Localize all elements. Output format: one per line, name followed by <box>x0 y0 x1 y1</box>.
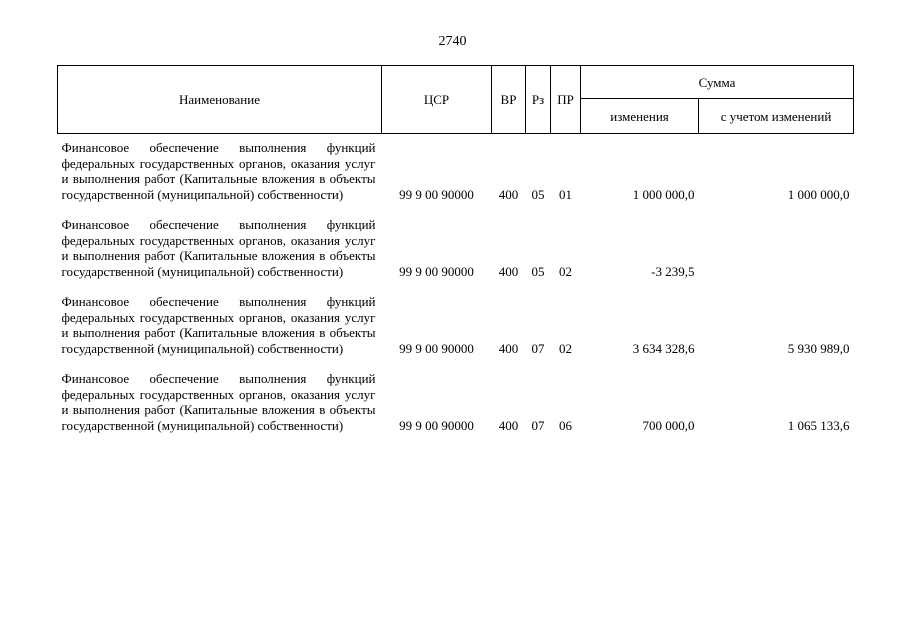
header-change: изменения <box>581 99 699 134</box>
row-rz: 07 <box>531 340 545 356</box>
row-pr: 02 <box>559 340 572 356</box>
row-change: -3 239,5 <box>651 263 695 279</box>
row-total <box>699 203 854 280</box>
row-name: Финансовое обеспечение выполнения функций федеральных государственных органов, оказания услуг и выполнения работ (Капитальные вложения в объекты государственной (муниципальной) собственности) <box>61 371 376 433</box>
row-name: Финансовое обеспечение выполнения функций федеральных государственных органов, оказания услуг и выполнения работ (Капитальные вложения в объекты государственной (муниципальной) собственности) <box>61 140 376 202</box>
row-rz: 05 <box>531 263 545 279</box>
table-body <box>58 134 854 435</box>
row-change: 1 000 000,0 <box>632 186 695 202</box>
row-csr: 99 9 00 90000 <box>399 340 474 356</box>
row-change: 700 000,0 <box>642 417 695 433</box>
row-pr: 01 <box>559 186 572 202</box>
row-total: 1 065 133,6 <box>787 417 850 433</box>
budget-table <box>57 65 854 434</box>
row-csr: 99 9 00 90000 <box>399 263 474 279</box>
row-total: 1 000 000,0 <box>787 186 850 202</box>
header-sum: Сумма <box>581 66 854 99</box>
header-rz: Рз <box>526 66 551 134</box>
header-total: с учетом изменений <box>699 99 854 134</box>
table-row <box>58 280 854 357</box>
header-vr: ВР <box>492 66 526 134</box>
row-vr: 400 <box>498 186 519 202</box>
row-pr: 06 <box>559 417 572 433</box>
table-header <box>58 66 854 134</box>
header-name: Наименование <box>58 66 382 134</box>
header-csr: ЦСР <box>382 66 492 134</box>
page-number: 2740 <box>438 34 467 49</box>
row-name: Финансовое обеспечение выполнения функций федеральных государственных органов, оказания услуг и выполнения работ (Капитальные вложения в объекты государственной (муниципальной) собственности) <box>61 294 376 356</box>
row-change: 3 634 328,6 <box>632 340 695 356</box>
row-csr: 99 9 00 90000 <box>399 186 474 202</box>
row-vr: 400 <box>498 340 519 356</box>
table-row <box>58 357 854 434</box>
row-csr: 99 9 00 90000 <box>399 417 474 433</box>
row-name: Финансовое обеспечение выполнения функций федеральных государственных органов, оказания услуг и выполнения работ (Капитальные вложения в объекты государственной (муниципальной) собственности) <box>61 217 376 279</box>
row-vr: 400 <box>498 417 519 433</box>
table-row <box>58 203 854 280</box>
row-rz: 07 <box>531 417 545 433</box>
row-pr: 02 <box>559 263 572 279</box>
table-row <box>58 134 854 204</box>
row-rz: 05 <box>531 186 545 202</box>
row-total: 5 930 989,0 <box>787 340 850 356</box>
row-vr: 400 <box>498 263 519 279</box>
header-pr: ПР <box>551 66 581 134</box>
